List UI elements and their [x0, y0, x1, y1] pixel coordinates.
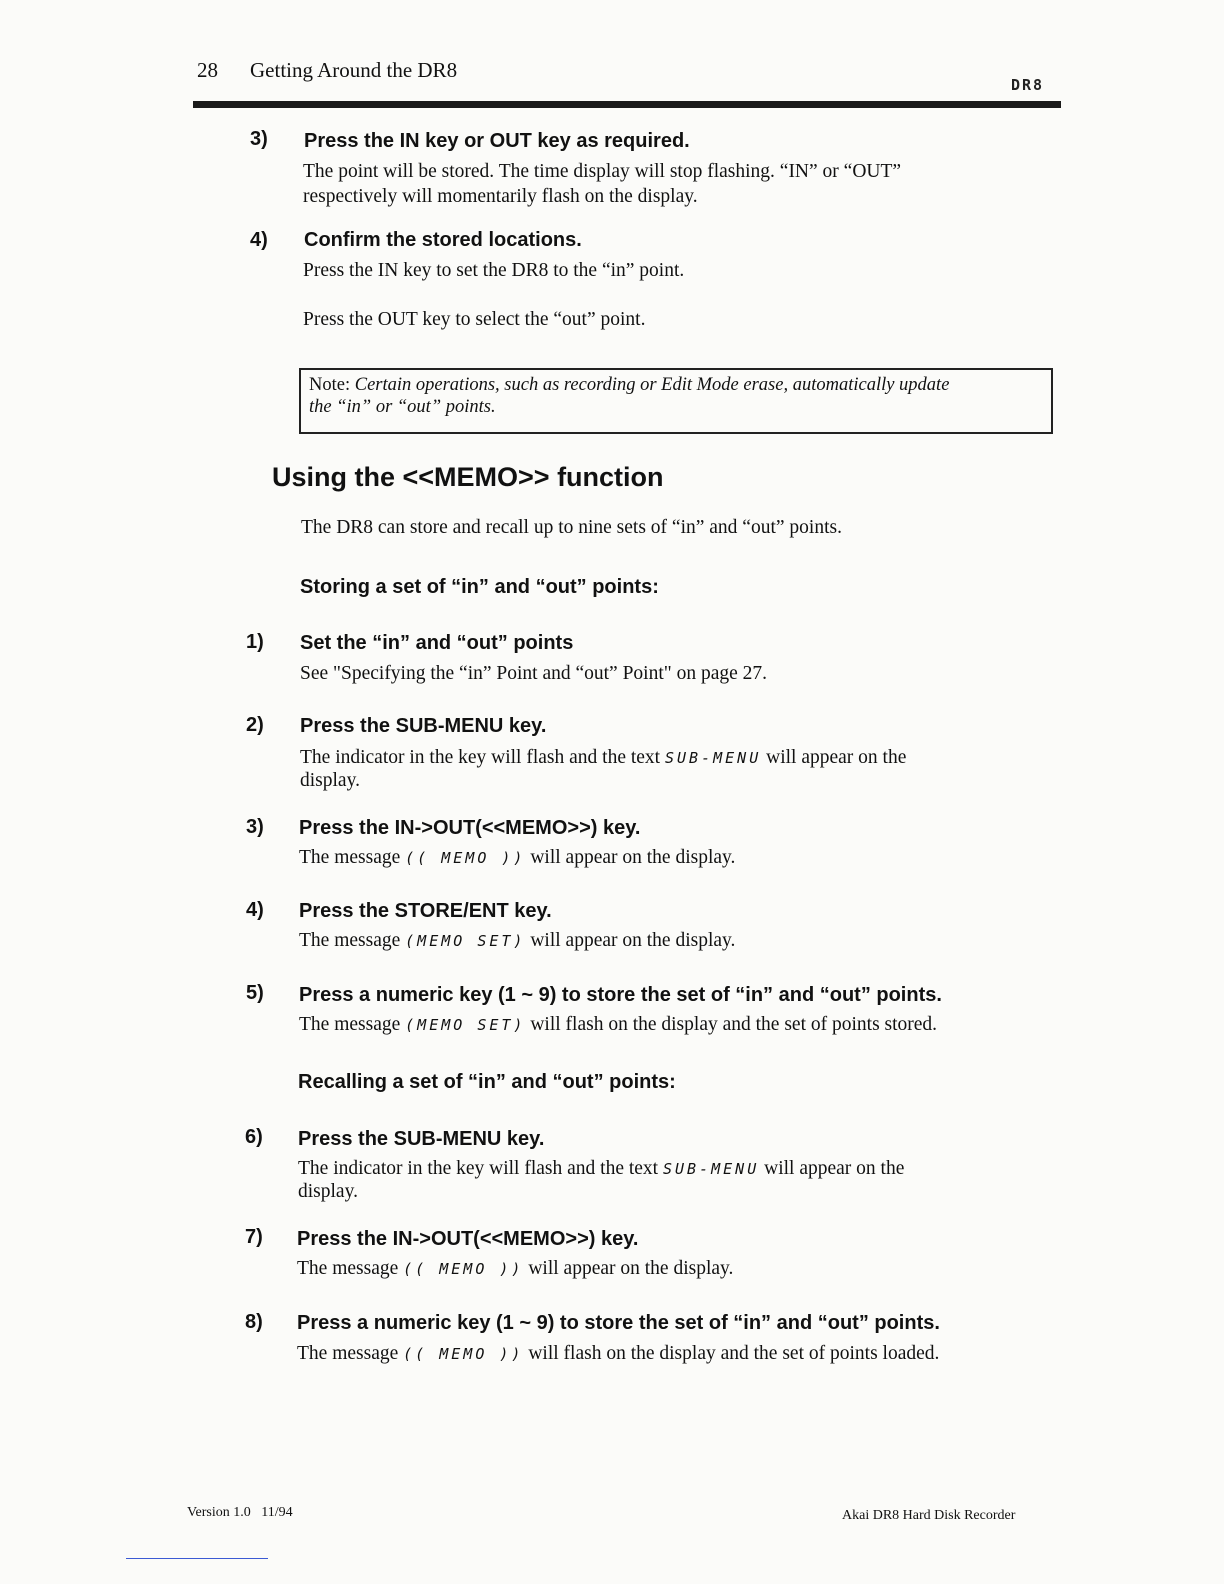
lcd-display-text: (( MEMO )) [403, 1260, 524, 1278]
step-heading: Confirm the stored locations. [304, 229, 582, 251]
step-text-pre: The indicator in the key will flash and the text [300, 747, 661, 768]
step-text-post: will appear on the display. [530, 930, 736, 951]
step-text: See "Specifying the “in” Point and “out” Point" on page 27. [300, 663, 768, 684]
lcd-display-text: (MEMO SET) [405, 932, 526, 950]
footer-version: Version 1.0 11/94 [187, 1505, 293, 1520]
step-number: 6) [245, 1126, 263, 1148]
step-heading: Press the STORE/ENT key. [299, 900, 552, 922]
lcd-display-text: SUB-MENU [662, 1160, 760, 1178]
step-text-pre: The indicator in the key will flash and the text [298, 1158, 659, 1179]
step-text-post: will appear on the display. [530, 847, 736, 868]
lcd-display-text: (( MEMO )) [405, 849, 526, 867]
step-heading: Press the SUB-MENU key. [298, 1128, 545, 1150]
step-text [298, 1157, 904, 1181]
step-text [299, 929, 735, 953]
note-line-2: the “in” or “out” points. [309, 397, 496, 417]
step-text [299, 846, 735, 870]
step-number: 5) [246, 982, 264, 1004]
step-text-pre: The message [297, 1343, 399, 1364]
lcd-display-text: SUB-MENU [664, 749, 762, 767]
step-text: display. [300, 770, 360, 791]
step-text: Press the OUT key to select the “out” point. [303, 309, 646, 330]
step-number: 4) [246, 899, 264, 921]
step-text-post: will flash on the display and the set of points loaded. [528, 1343, 940, 1364]
step-number: 3) [246, 816, 264, 838]
step-number: 3) [250, 128, 268, 150]
step-text: respectively will momentarily flash on the display. [303, 186, 698, 207]
step-number: 4) [250, 229, 268, 251]
step-number: 8) [245, 1311, 263, 1333]
step-heading: Press a numeric key (1 ~ 9) to store the set of “in” and “out” points. [297, 1312, 940, 1334]
step-text [297, 1257, 733, 1281]
step-text-pre: The message [299, 930, 401, 951]
step-text-pre: The message [299, 847, 401, 868]
section-intro: The DR8 can store and recall up to nine sets of “in” and “out” points. [301, 517, 842, 538]
step-text: The point will be stored. The time display will stop flashing. “IN” or “OUT” [303, 161, 902, 182]
step-text-post: will flash on the display and the set of points stored. [530, 1014, 938, 1035]
step-text [299, 1013, 937, 1037]
dr8-logo: DR8 [1011, 76, 1045, 94]
step-heading: Press the SUB-MENU key. [300, 715, 547, 737]
footer-product: Akai DR8 Hard Disk Recorder [842, 1508, 1016, 1523]
note-label: Note: [309, 375, 351, 395]
step-heading: Press a numeric key (1 ~ 9) to store the set of “in” and “out” points. [299, 984, 942, 1006]
step-heading: Press the IN->OUT(<<MEMO>>) key. [299, 817, 641, 839]
step-number: 2) [246, 714, 264, 736]
step-text [300, 746, 906, 770]
step-text-post: will appear on the [766, 747, 907, 768]
step-text: Press the IN key to set the DR8 to the “in” point. [303, 260, 685, 281]
step-text-pre: The message [299, 1014, 401, 1035]
step-heading: Set the “in” and “out” points [300, 632, 574, 654]
step-heading: Press the IN->OUT(<<MEMO>>) key. [297, 1228, 639, 1250]
step-number: 7) [245, 1226, 263, 1248]
section-title: Using the <<MEMO>> function [272, 462, 664, 492]
lcd-display-text: (MEMO SET) [405, 1016, 526, 1034]
step-text-post: will appear on the [764, 1158, 905, 1179]
step-text-post: will appear on the display. [528, 1258, 734, 1279]
step-text [297, 1342, 939, 1366]
note-line-1: Certain operations, such as recording or Edit Mode erase, automatically update [354, 375, 950, 395]
lcd-display-text: (( MEMO )) [403, 1345, 524, 1363]
note-box [299, 368, 1053, 434]
step-text: display. [298, 1181, 358, 1202]
page-number: 28 [197, 58, 218, 82]
header-rule [193, 101, 1061, 108]
step-text-pre: The message [297, 1258, 399, 1279]
header-title: Getting Around the DR8 [250, 58, 458, 82]
step-number: 1) [246, 631, 264, 653]
note-text [309, 374, 1044, 418]
step-heading: Press the IN key or OUT key as required. [304, 130, 690, 152]
bottom-divider [126, 1558, 268, 1559]
storing-heading: Storing a set of “in” and “out” points: [300, 576, 659, 598]
recalling-heading: Recalling a set of “in” and “out” points: [298, 1071, 676, 1093]
